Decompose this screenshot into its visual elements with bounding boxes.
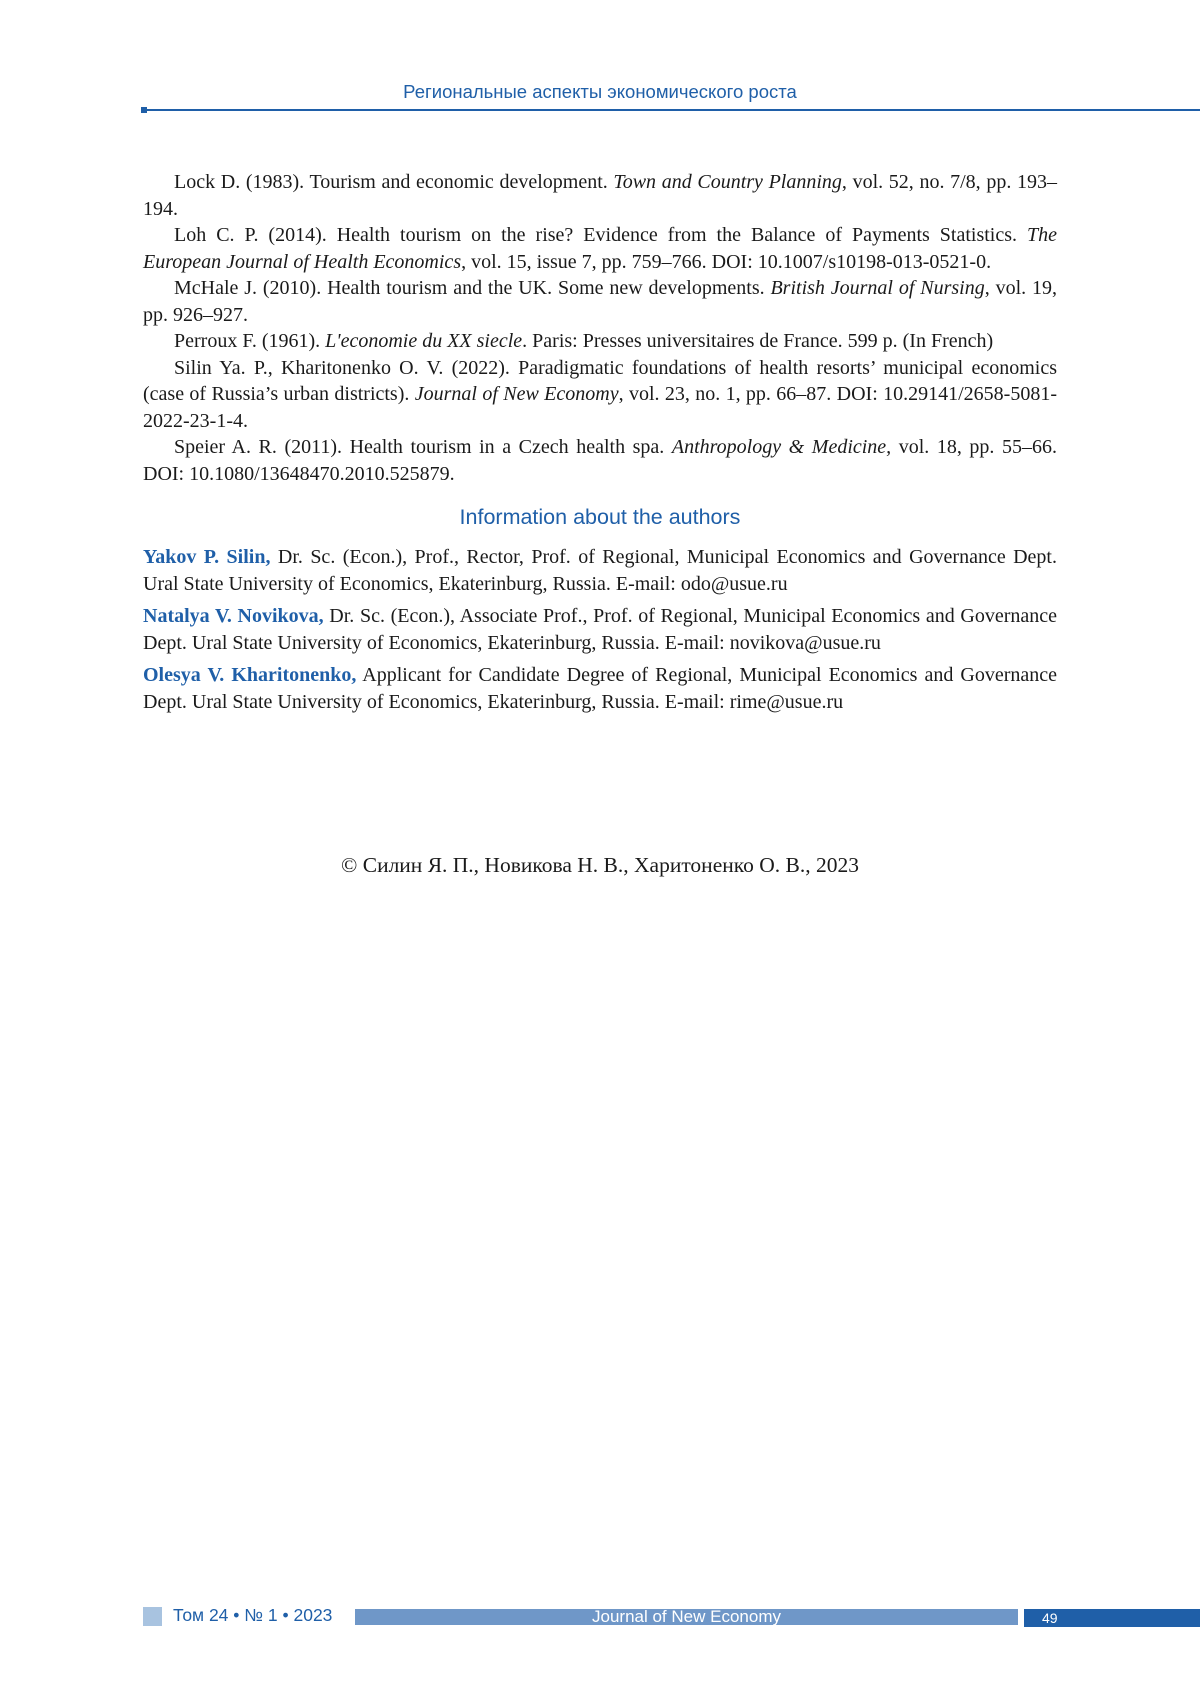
footer-issue-info: Том 24 • № 1 • 2023 — [173, 1605, 332, 1626]
running-title: Региональные аспекты экономического роста — [142, 81, 1058, 103]
author-name: Yakov P. Silin, — [143, 546, 270, 568]
footer-page-box — [1024, 1609, 1200, 1627]
reference-text: Perroux F. (1961). — [174, 330, 325, 352]
footer-journal-bar — [355, 1609, 1018, 1625]
reference-source: Anthropology & Medicine, — [672, 436, 891, 458]
reference-details: vol. 18, pp. 55–66. DOI: 10.1080/13648470.2010.525879. — [143, 436, 1057, 485]
reference-source: Journal of New Economy — [415, 383, 619, 405]
footer-journal-name: Journal of New Economy — [592, 1607, 781, 1626]
reference-item — [143, 355, 1057, 435]
author-details: Applicant for Candidate Degree of Regional, Municipal Economics and Governance Dept. Ural State University of Economics, Ekaterinburg, Russia. E-mail: rime@usue.ru — [143, 664, 1057, 713]
footer-square-marker — [143, 1607, 162, 1626]
reference-list — [143, 169, 1057, 487]
reference-details: . Paris: Presses universitaires de France. 599 p. (In French) — [522, 330, 993, 352]
reference-text: Speier A. R. (2011). Health tourism in a Czech health spa. — [174, 436, 672, 458]
authors-list — [143, 544, 1057, 721]
reference-item — [143, 434, 1057, 487]
header-rule — [144, 109, 1200, 111]
reference-item — [143, 222, 1057, 275]
author-name: Olesya V. Kharitonenko, — [143, 664, 356, 686]
reference-details: , vol. 23, no. 1, pp. 66–87. DOI: 10.29141/2658-5081-2022-23-1-4. — [143, 383, 1057, 432]
reference-details: , vol. 19, pp. 926–927. — [143, 277, 1057, 326]
reference-text: Lock D. (1983). Tourism and economic development. — [174, 171, 613, 193]
reference-text: Loh C. P. (2014). Health tourism on the rise? Evidence from the Balance of Payments Statistics. — [174, 224, 1027, 246]
reference-source: British Journal of Nursing — [770, 277, 984, 299]
author-entry — [143, 603, 1057, 656]
reference-item — [143, 328, 1057, 355]
reference-source: The European Journal of Health Economics — [143, 224, 1057, 273]
page-number: 49 — [1042, 1609, 1058, 1627]
reference-source: Town and Country Planning — [613, 171, 842, 193]
author-name: Natalya V. Novikova, — [143, 605, 324, 627]
author-details: Dr. Sc. (Econ.), Associate Prof., Prof. of Regional, Municipal Economics and Governance Dept. Ural State University of Economics, Ekaterinburg, Russia. E-mail: novikova@usue.ru — [143, 605, 1057, 654]
author-details: Dr. Sc. (Econ.), Prof., Rector, Prof. of Regional, Municipal Economics and Governance Dept. Ural State University of Economics, Ekaterinburg, Russia. E-mail: odo@usue.ru — [143, 546, 1057, 595]
copyright-notice: © Силин Я. П., Новикова Н. В., Харитоненко О. В., 2023 — [143, 853, 1057, 878]
reference-details: , vol. 52, no. 7/8, pp. 193–194. — [143, 171, 1057, 220]
reference-details: , vol. 15, issue 7, pp. 759–766. DOI: 10.1007/s10198-013-0521-0. — [461, 251, 991, 273]
author-entry — [143, 544, 1057, 597]
authors-section-title: Information about the authors — [143, 505, 1057, 530]
reference-text: Silin Ya. P., Kharitonenko O. V. (2022). Paradigmatic foundations of health resorts’ municipal economics (case of Russia’s urban districts). — [143, 357, 1057, 406]
reference-text: McHale J. (2010). Health tourism and the UK. Some new developments. — [174, 277, 770, 299]
reference-item — [143, 275, 1057, 328]
author-entry — [143, 662, 1057, 715]
reference-source: L'economie du XX siecle — [325, 330, 522, 352]
reference-item — [143, 169, 1057, 222]
